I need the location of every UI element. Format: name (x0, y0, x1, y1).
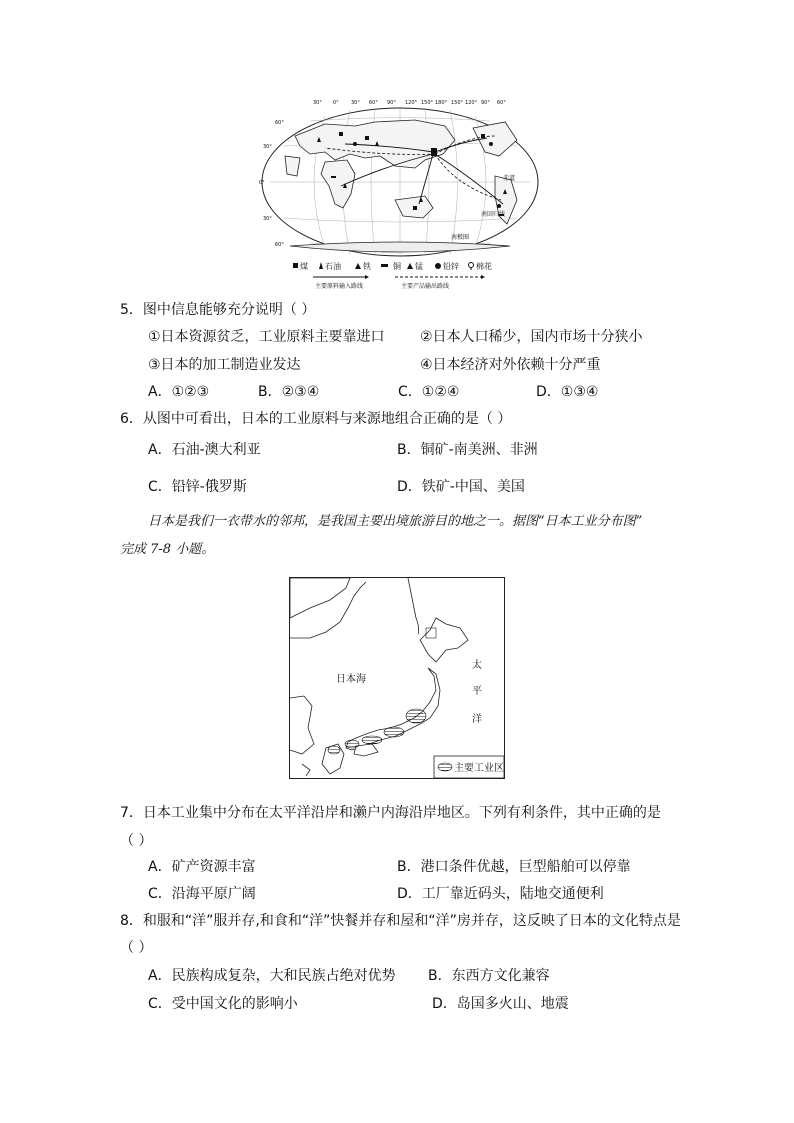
cotton-symbol (469, 263, 474, 268)
q7-option-a[interactable]: A．矿产资源丰富 (148, 859, 256, 875)
q8-option-c[interactable]: C．受中国文化的影响小 (148, 996, 298, 1012)
legend-manganese: 锰 (415, 262, 423, 271)
antarctic-circle-label: 南极圈 (451, 234, 470, 241)
legend-iron: 铁 (363, 262, 371, 271)
industrial-zone (384, 727, 404, 737)
lat-label: 60° (275, 242, 284, 248)
japan-industry-map (289, 577, 505, 779)
q5-statement-3: ③日本的加工制造业发达 (148, 357, 301, 373)
q7-answer-paren: （ ） (120, 833, 153, 849)
q8-answer-paren: （ ） (120, 940, 153, 956)
lat-label: 30° (263, 216, 272, 222)
q7-option-c[interactable]: C．沿海平原广阔 (148, 886, 256, 902)
industrial-zone (362, 736, 382, 744)
legend-input-route: 主要原料输入路线 (315, 283, 364, 290)
q5-option-d[interactable]: D．①③④ (536, 384, 599, 400)
sea-of-japan-label: 日本海 (336, 674, 366, 685)
q5-statement-4: ④日本经济对外依赖十分严重 (420, 357, 601, 373)
coal-symbol (293, 263, 298, 268)
copper-symbol (381, 264, 388, 267)
oil-symbol (319, 262, 323, 269)
industrial-zone (328, 746, 340, 754)
pacific-label-1: 太 (472, 660, 482, 671)
industrial-zone (406, 709, 426, 723)
industrial-zone-symbol (438, 763, 452, 771)
industrial-zone (345, 740, 359, 748)
q7-option-b[interactable]: B．港口条件优越，巨型船舶可以停靠 (397, 859, 631, 875)
lead-zinc-symbol (435, 263, 441, 269)
q7-stem: 7．日本工业集中分布在太平洋沿岸和濑户内海沿岸地区。下列有利条件，其中正确的是 (120, 805, 661, 821)
passage-line-2: 完成 7-8 小题。 (120, 542, 215, 557)
lat-label: 60° (275, 120, 284, 126)
q5-stem: 5．图中信息能够充分说明（ ） (120, 302, 316, 318)
q5-statement-1: ①日本资源贫乏，工业原料主要靠进口 (148, 329, 385, 345)
lon-label: 90° (481, 100, 490, 106)
pacific-label-3: 洋 (472, 714, 482, 725)
legend-cotton: 棉花 (476, 262, 492, 271)
iron-symbol (355, 263, 361, 269)
lon-label: 60° (497, 100, 506, 106)
lat-label: 30° (263, 144, 272, 150)
lon-label: 150° (451, 100, 464, 106)
tropic-label: 南回归线 (481, 211, 506, 218)
lon-label: 150° (421, 100, 434, 106)
legend-copper: 铜 (393, 262, 401, 271)
legend-coal: 煤 (300, 262, 308, 271)
lon-label: 30° (313, 100, 322, 106)
lon-label: 90° (387, 100, 396, 106)
q8-option-a[interactable]: A．民族构成复杂，大和民族占绝对优势 (148, 968, 396, 984)
legend-oil: 石油 (325, 262, 341, 271)
q5-option-c[interactable]: C．①②④ (398, 384, 460, 400)
lon-label: 30° (351, 100, 360, 106)
q7-option-d[interactable]: D．工厂靠近码头，陆地交通便利 (397, 886, 604, 902)
q8-stem: 8．和服和“洋”服并存,和食和“洋”快餐并存和屋和“洋”房并存，这反映了日本的文化特点是 (120, 913, 681, 929)
world-trade-map (255, 96, 545, 292)
q6-option-c[interactable]: C．铅锌-俄罗斯 (148, 479, 247, 495)
lon-label: 120° (465, 100, 478, 106)
legend-industrial-zone: 主要工业区 (454, 763, 504, 774)
q6-option-b[interactable]: B．铜矿-南美洲、非洲 (397, 442, 538, 458)
lon-label: 180° (435, 100, 448, 106)
q6-option-a[interactable]: A．石油-澳大利亚 (148, 442, 261, 458)
lon-label: 60° (369, 100, 378, 106)
q8-option-d[interactable]: D．岛国多火山、地震 (432, 996, 569, 1012)
q5-option-b[interactable]: B．②③④ (258, 384, 320, 400)
legend-lead-zinc: 铅锌 (443, 262, 459, 271)
q5-statement-2: ②日本人口稀少，国内市场十分狭小 (420, 329, 643, 345)
passage-line-1: 日本是我们一衣带水的邻邦，是我国主要出境旅游目的地之一。据图“日本工业分布图” (148, 514, 643, 529)
manganese-symbol (407, 263, 413, 269)
pacific-label-2: 平 (472, 686, 482, 697)
q6-option-d[interactable]: D．铁矿-中国、美国 (397, 479, 525, 495)
lon-label: 0° (333, 100, 339, 106)
legend-output-route: 主要产品输出路线 (401, 283, 450, 290)
lat-label: 0° (259, 180, 265, 186)
equator-label: 赤道 (503, 175, 516, 182)
lon-label: 120° (405, 100, 418, 106)
q8-option-b[interactable]: B．东西方文化兼容 (428, 968, 550, 984)
q6-stem: 6．从图中可看出，日本的工业原料与来源地组合正确的是（ ） (120, 411, 512, 427)
q5-option-a[interactable]: A．①②③ (148, 384, 210, 400)
